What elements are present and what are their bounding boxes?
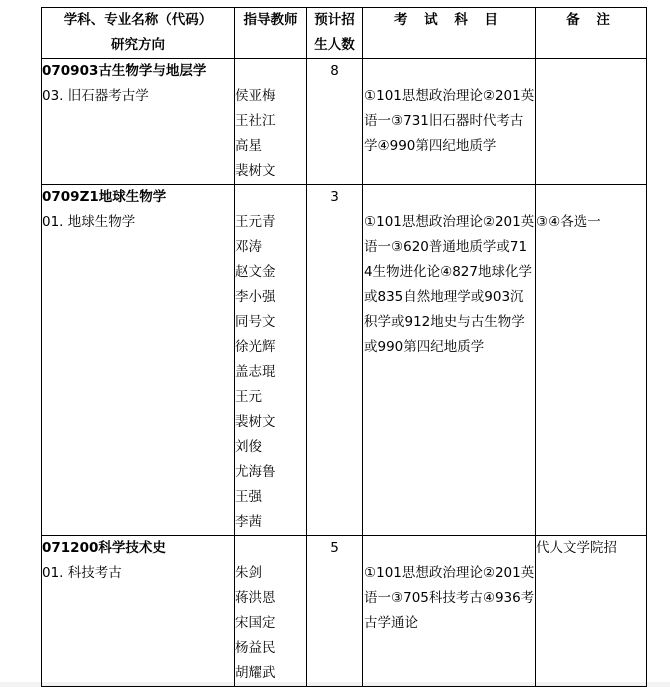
quota-cell xyxy=(307,185,363,536)
note-cell xyxy=(536,59,647,185)
teacher: 杨益民 xyxy=(235,640,276,656)
program-cell xyxy=(42,185,235,536)
teacher: 裴树文 xyxy=(235,163,276,179)
header-row xyxy=(42,8,647,59)
header-program: 学科、专业名称（代码） 研究方向 xyxy=(42,8,235,59)
teacher: 李小强 xyxy=(235,289,276,305)
teacher: 高星 xyxy=(235,138,262,154)
direction: 03. 旧石器考古学 xyxy=(42,88,149,104)
teacher: 邓涛 xyxy=(235,239,262,255)
section-row xyxy=(42,59,647,185)
teacher: 盖志琨 xyxy=(235,364,276,380)
subjects-cell xyxy=(363,59,536,185)
subjects: ①101思想政治理论②201英语一③731旧石器时代考古学④990第四纪地质学 xyxy=(364,88,535,154)
teacher: 蒋洪恩 xyxy=(235,590,276,606)
teacher: 胡耀武 xyxy=(235,665,276,681)
teachers-cell xyxy=(235,185,307,536)
teacher: 朱剑 xyxy=(235,565,262,581)
teacher: 徐光辉 xyxy=(235,339,276,355)
teacher: 王强 xyxy=(235,489,262,505)
header-note: 备 注 xyxy=(536,8,647,59)
program-cell xyxy=(42,59,235,185)
subjects-cell xyxy=(363,536,536,687)
header-teacher: 指导教师 xyxy=(235,8,307,59)
quota-cell xyxy=(307,536,363,687)
program-cell xyxy=(42,536,235,687)
teacher: 侯亚梅 xyxy=(235,88,276,104)
teachers-cell xyxy=(235,59,307,185)
teacher: 尤海鲁 xyxy=(235,464,276,480)
note: ③④各选一 xyxy=(536,214,601,230)
teacher: 王元青 xyxy=(235,214,276,230)
quota: 3 xyxy=(330,189,339,205)
section-row xyxy=(42,536,647,687)
section-row xyxy=(42,185,647,536)
subjects-cell xyxy=(363,185,536,536)
program-code: 071200科学技术史 xyxy=(42,540,166,556)
note: 代人文学院招 xyxy=(536,540,617,556)
subjects: ①101思想政治理论②201英语一③620普通地质学或714生物进化论④827地球化学或835自然地理学或903沉积学或912地史与古生物学或990第四纪地质学 xyxy=(364,214,535,355)
header-subjects: 考 试 科 目 xyxy=(363,8,536,59)
teacher: 王社江 xyxy=(235,113,276,129)
note-cell xyxy=(536,185,647,536)
program-code: 0709Z1地球生物学 xyxy=(42,189,167,205)
direction: 01. 科技考古 xyxy=(42,565,122,581)
catalog-table xyxy=(41,7,647,687)
teacher: 赵文金 xyxy=(235,264,276,280)
program-code: 070903古生物学与地层学 xyxy=(42,63,207,79)
teacher: 宋国定 xyxy=(235,615,276,631)
teacher: 裴树文 xyxy=(235,414,276,430)
note-cell xyxy=(536,536,647,687)
quota: 5 xyxy=(330,540,339,556)
teacher: 王元 xyxy=(235,389,262,405)
teacher: 刘俊 xyxy=(235,439,262,455)
subjects: ①101思想政治理论②201英语一③705科技考古④936考古学通论 xyxy=(364,565,535,631)
teacher: 李茜 xyxy=(235,514,262,530)
direction: 01. 地球生物学 xyxy=(42,214,136,230)
quota: 8 xyxy=(330,63,339,79)
teachers-cell xyxy=(235,536,307,687)
teacher: 同号文 xyxy=(235,314,276,330)
header-quota: 预计招 生人数 xyxy=(307,8,363,59)
quota-cell xyxy=(307,59,363,185)
